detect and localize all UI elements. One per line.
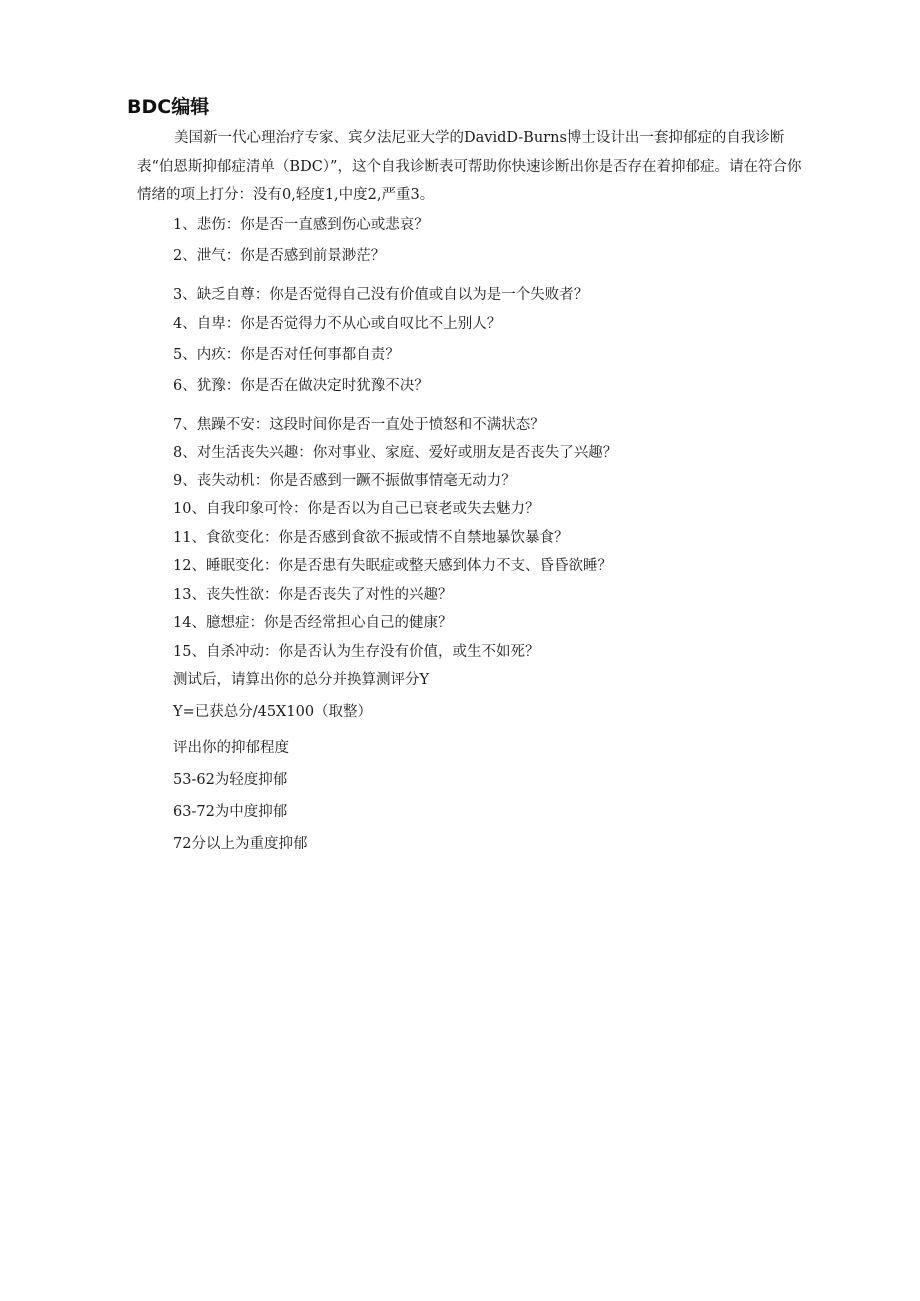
- question-item: 12、睡眠变化：你是否患有失眠症或整天感到体力不支、昏昏欲睡？: [173, 558, 612, 574]
- question-item: 9、丧失动机：你是否感到一蹶不振做事情毫无动力？: [173, 473, 516, 489]
- question-item: 15、自杀冲动：你是否认为生存没有价值，或生不如死？: [173, 644, 540, 660]
- question-item: 4、自卑：你是否觉得力不从心或自叹比不上别人？: [173, 316, 502, 332]
- scoring-formula: Y=已获总分/45X100（取整）: [173, 704, 373, 720]
- level-severe: 72分以上为重度抑郁: [173, 836, 308, 852]
- question-item: 1、悲伤：你是否一直感到伤心或悲哀？: [173, 217, 429, 233]
- levels-heading: 评出你的抑郁程度: [173, 740, 289, 756]
- intro-paragraph: 美国新一代心理治疗专家、宾夕法尼亚大学的DavidD-Burns博士设计出一套抑郁症的自我诊断表“伯恩斯抑郁症清单（BDC）”，这个自我诊断表可帮助你快速诊断出你是否存在着抑郁症。请在符合你情绪的项上打分：没有0,轻度1,中度2,严重3。: [137, 130, 802, 203]
- question-item: 10、自我印象可怜：你是否以为自己已衰老或失去魅力？: [173, 501, 540, 517]
- question-item: 3、缺乏自尊：你是否觉得自己没有价值或自以为是一个失败者？: [173, 287, 589, 303]
- question-item: 11、食欲变化：你是否感到食欲不振或情不自禁地暴饮暴食？: [173, 530, 569, 546]
- document-title: BDC编辑: [127, 96, 210, 118]
- question-item: 7、焦躁不安：这段时间你是否一直处于愤怒和不满状态？: [173, 417, 545, 433]
- question-item: 2、泄气：你是否感到前景渺茫？: [173, 248, 386, 264]
- question-item: 13、丧失性欲：你是否丧失了对性的兴趣？: [173, 587, 453, 603]
- question-item: 6、犹豫：你是否在做决定时犹豫不决？: [173, 378, 429, 394]
- scoring-instruction: 测试后，请算出你的总分并换算测评分Y: [173, 672, 430, 688]
- level-mild: 53-62为轻度抑郁: [173, 772, 288, 788]
- question-item: 14、臆想症：你是否经常担心自己的健康？: [173, 615, 453, 631]
- question-item: 5、内疚：你是否对任何事都自责？: [173, 347, 400, 363]
- question-item: 8、对生活丧失兴趣：你对事业、家庭、爱好或朋友是否丧失了兴趣？: [173, 445, 618, 461]
- level-moderate: 63-72为中度抑郁: [173, 804, 288, 820]
